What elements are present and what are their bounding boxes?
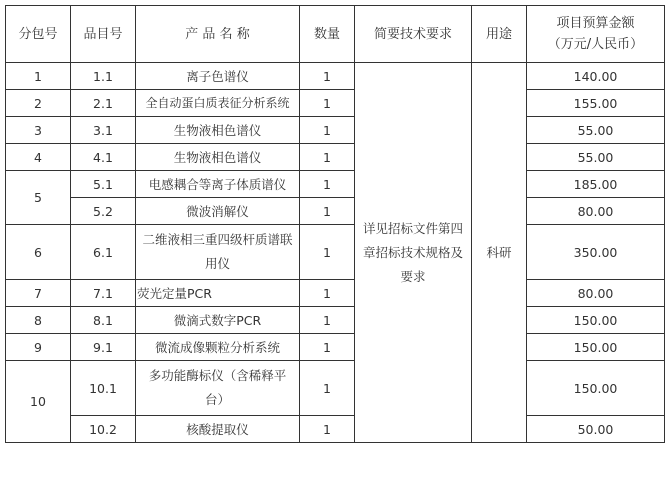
- header-package-no: 分包号: [6, 6, 71, 63]
- item-cell: 6.1: [71, 225, 136, 280]
- quantity-cell: 1: [300, 63, 355, 90]
- quantity-cell: 1: [300, 144, 355, 171]
- header-quantity: 数量: [300, 6, 355, 63]
- package-cell: 8: [6, 307, 71, 334]
- product-name-cell: 二维液相三重四级杆质谱联用仪: [136, 225, 300, 280]
- product-name-cell: 电感耦合等离子体质谱仪: [136, 171, 300, 198]
- quantity-cell: 1: [300, 90, 355, 117]
- header-row: [6, 6, 665, 63]
- table-row: [6, 361, 665, 416]
- header-budget-line1: 项目预算金额: [556, 16, 635, 31]
- budget-cell: 55.00: [527, 117, 665, 144]
- header-usage: 用途: [472, 6, 527, 63]
- header-tech-requirements: 简要技术要求: [355, 6, 472, 63]
- product-name-cell: 微流成像颗粒分析系统: [136, 334, 300, 361]
- item-cell: 5.1: [71, 171, 136, 198]
- quantity-cell: 1: [300, 117, 355, 144]
- product-name-cell: 离子色谱仪: [136, 63, 300, 90]
- product-name-cell: 微波消解仪: [136, 198, 300, 225]
- item-cell: 1.1: [71, 63, 136, 90]
- item-cell: 5.2: [71, 198, 136, 225]
- quantity-cell: 1: [300, 225, 355, 280]
- item-cell: 2.1: [71, 90, 136, 117]
- item-cell: 3.1: [71, 117, 136, 144]
- package-cell: 2: [6, 90, 71, 117]
- quantity-cell: 1: [300, 361, 355, 416]
- budget-cell: 150.00: [527, 307, 665, 334]
- budget-cell: 50.00: [527, 416, 665, 443]
- package-cell: 6: [6, 225, 71, 280]
- table-row: [6, 416, 665, 443]
- package-cell: 4: [6, 144, 71, 171]
- table-row: [6, 280, 665, 307]
- item-cell: 10.1: [71, 361, 136, 416]
- item-cell: 7.1: [71, 280, 136, 307]
- budget-cell: 155.00: [527, 90, 665, 117]
- product-name-cell: 全自动蛋白质表征分析系统: [136, 90, 300, 117]
- table-row: [6, 144, 665, 171]
- item-cell: 8.1: [71, 307, 136, 334]
- budget-cell: 80.00: [527, 280, 665, 307]
- product-name-cell: 生物液相色谱仪: [136, 117, 300, 144]
- product-name-cell: 微滴式数字PCR: [136, 307, 300, 334]
- quantity-cell: 1: [300, 307, 355, 334]
- header-item-no: 品目号: [71, 6, 136, 63]
- package-cell: 10: [6, 361, 71, 443]
- package-cell: 9: [6, 334, 71, 361]
- budget-cell: 150.00: [527, 334, 665, 361]
- table-row: [6, 117, 665, 144]
- item-cell: 4.1: [71, 144, 136, 171]
- product-name-cell: 多功能酶标仪（含稀释平台）: [136, 361, 300, 416]
- table-row: [6, 90, 665, 117]
- header-budget: [527, 6, 665, 63]
- table-row: [6, 334, 665, 361]
- budget-cell: 185.00: [527, 171, 665, 198]
- budget-cell: 80.00: [527, 198, 665, 225]
- budget-cell: 55.00: [527, 144, 665, 171]
- budget-cell: 350.00: [527, 225, 665, 280]
- tech-requirements-cell: 详见招标文件第四章招标技术规格及要求: [355, 63, 472, 443]
- quantity-cell: 1: [300, 198, 355, 225]
- item-cell: 9.1: [71, 334, 136, 361]
- budget-cell: 150.00: [527, 361, 665, 416]
- quantity-cell: 1: [300, 280, 355, 307]
- procurement-table: [5, 5, 665, 443]
- product-name-cell: 生物液相色谱仪: [136, 144, 300, 171]
- table-row: [6, 171, 665, 198]
- table-row: [6, 198, 665, 225]
- package-cell: 7: [6, 280, 71, 307]
- budget-cell: 140.00: [527, 63, 665, 90]
- quantity-cell: 1: [300, 171, 355, 198]
- product-name-cell: 荧光定量PCR: [136, 280, 300, 307]
- table-row: [6, 225, 665, 280]
- package-cell: 5: [6, 171, 71, 225]
- header-product-name: 产 品 名 称: [136, 6, 300, 63]
- package-cell: 1: [6, 63, 71, 90]
- table-row: [6, 63, 665, 90]
- quantity-cell: 1: [300, 416, 355, 443]
- usage-cell: 科研: [472, 63, 527, 443]
- table-row: [6, 307, 665, 334]
- package-cell: 3: [6, 117, 71, 144]
- product-name-cell: 核酸提取仪: [136, 416, 300, 443]
- item-cell: 10.2: [71, 416, 136, 443]
- quantity-cell: 1: [300, 334, 355, 361]
- header-budget-line2: （万元/人民币）: [547, 37, 644, 52]
